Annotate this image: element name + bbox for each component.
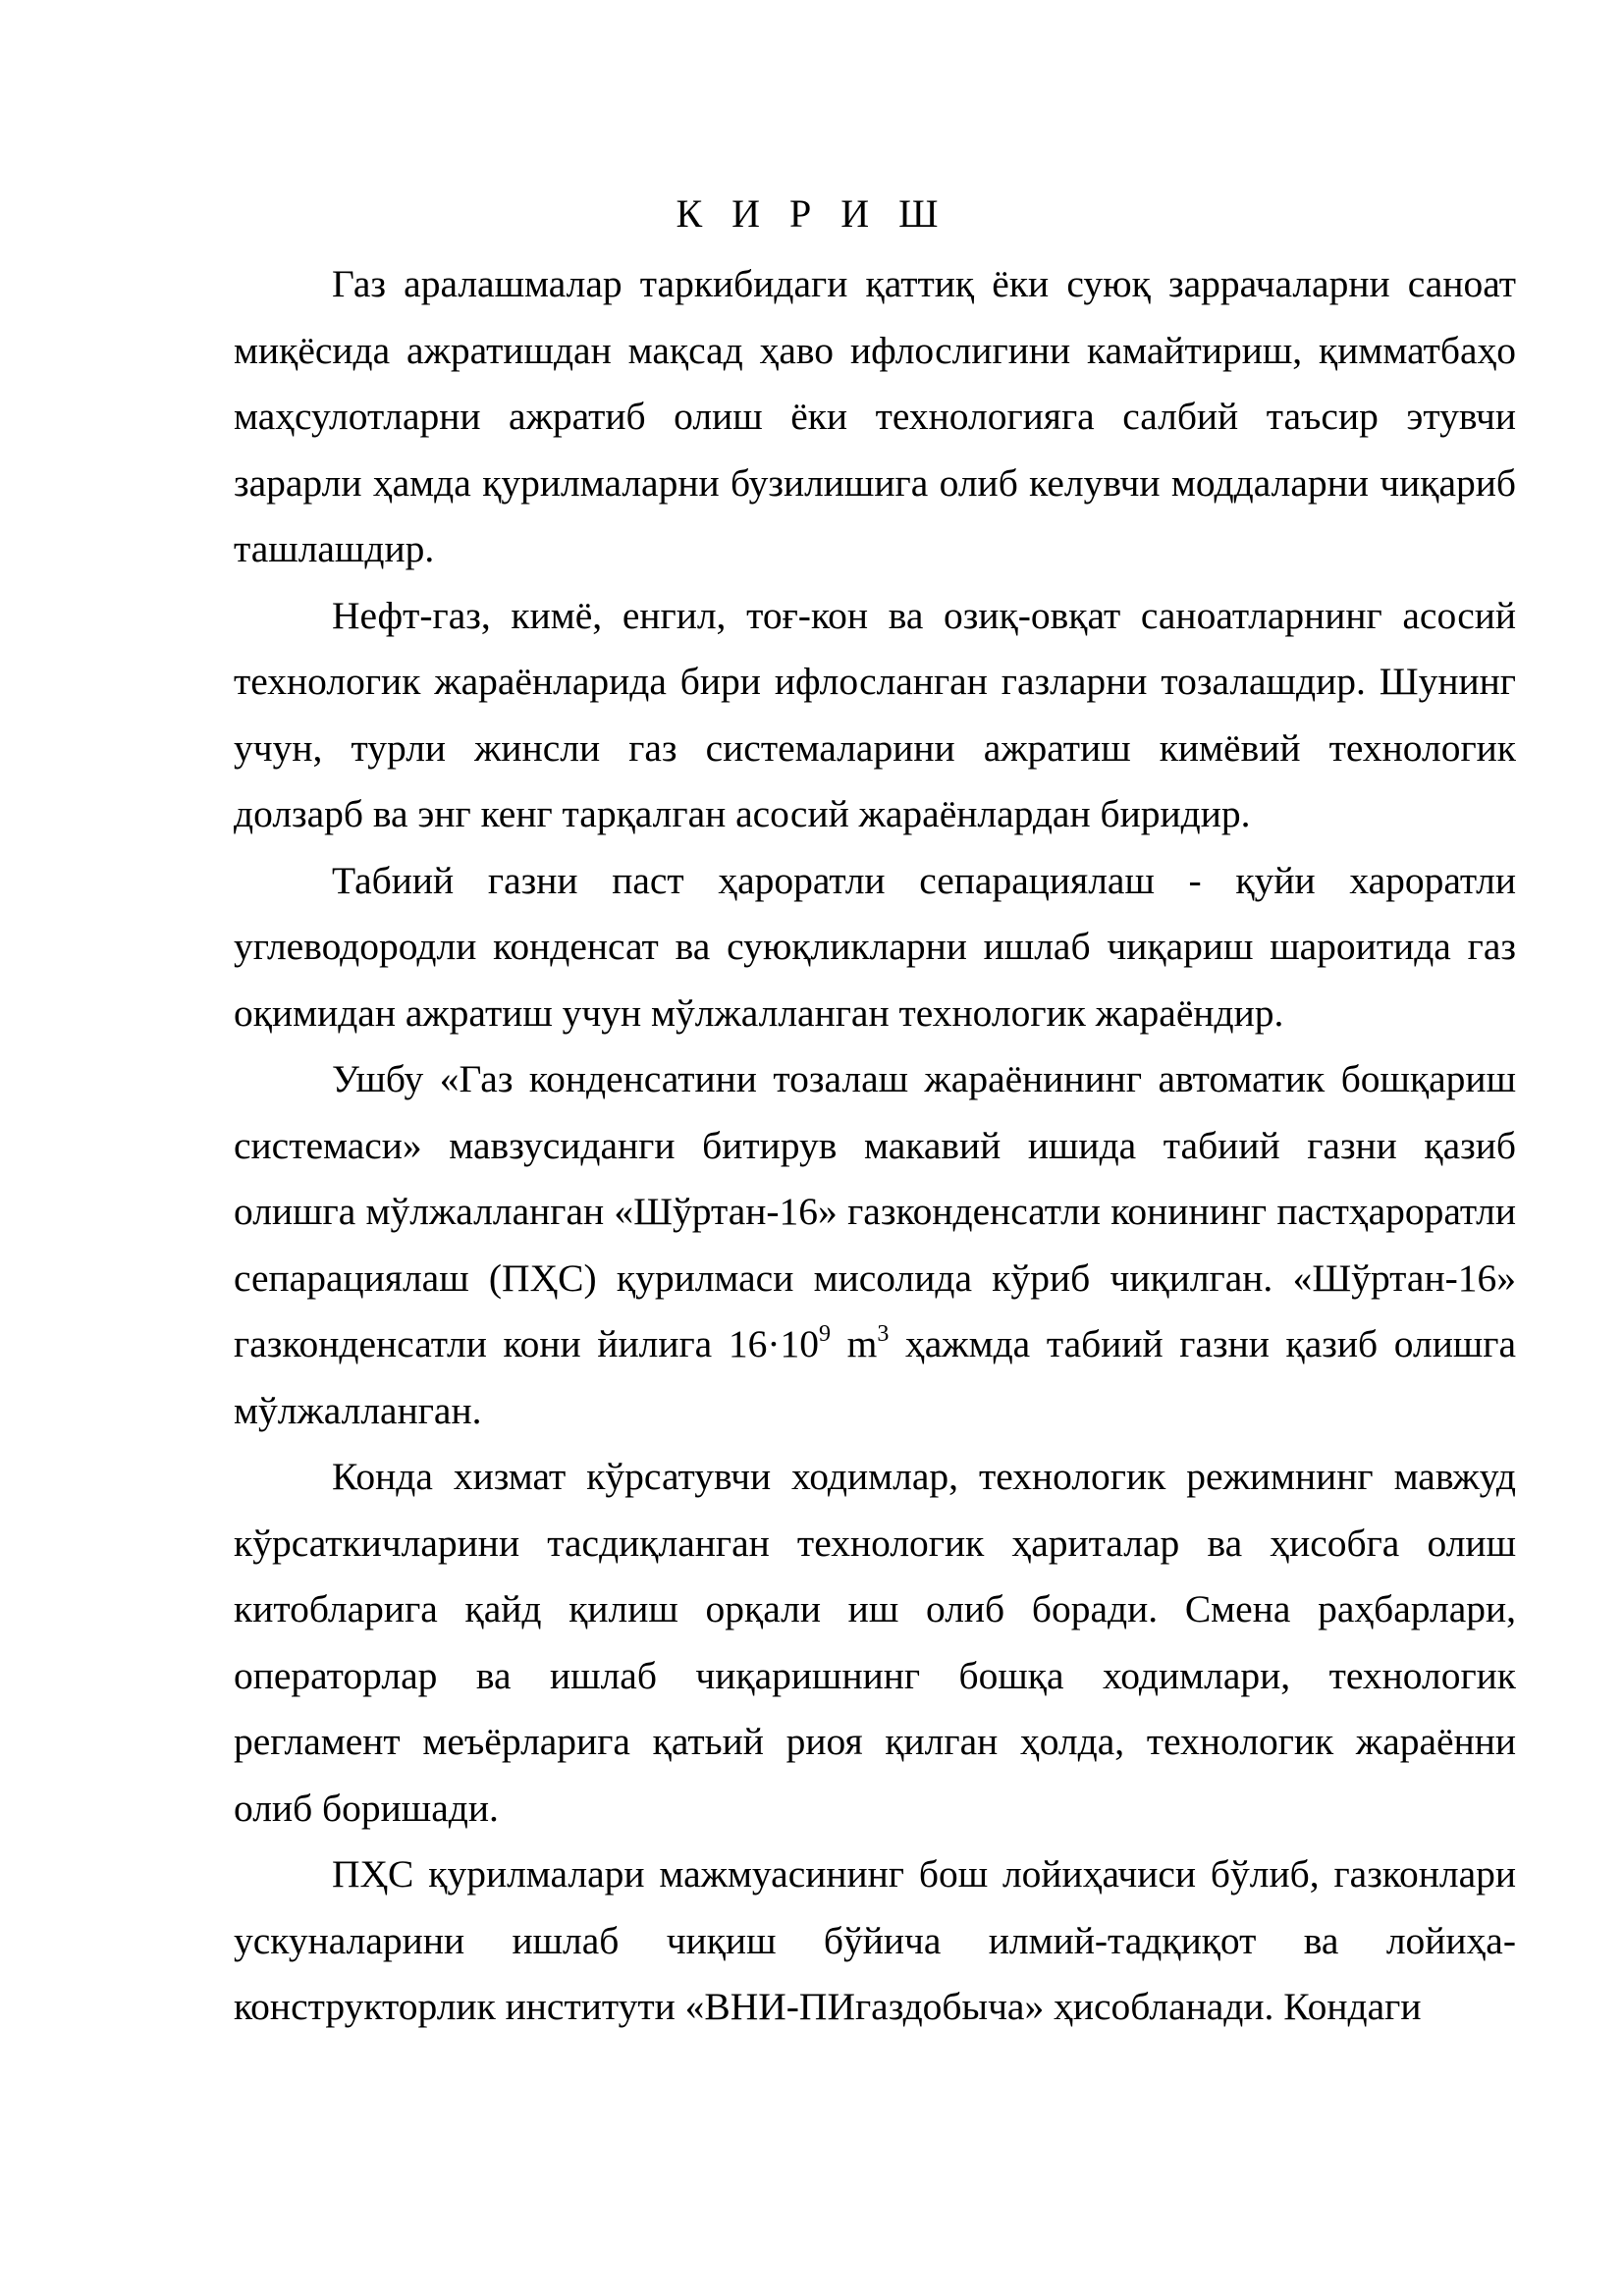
paragraph-2: Нефт-газ, кимё, енгил, тоғ-кон ва озиқ-овқат саноатларнинг асосий технологик жараёнларида бири ифлосланган газларни тозалашдир. Шунинг учун, турли жинсли газ системаларини ажратиш кимёвий технологик долзарб ва энг кенг тарқалган асосий жараёнлардан биридир. <box>234 593 1516 835</box>
paragraph-4-text-before: Ушбу «Газ конденсатини тозалаш жараёнининг автоматик бошқариш системаси» мавзусиданги битирув макавий ишида табиий газни қазиб олишга мўлжалланган «Шўртан-16» газконденсатли конининг пастҳароратли сепарациялаш (ПҲС) қурилмаси мисолида кўриб чиқилган. «Шўртан-16» газконденсатли кони йилига 16·10 <box>234 1057 1516 1365</box>
paragraph-1: Газ аралашмалар таркибидаги қаттиқ ёки суюқ заррачаларни саноат миқёсида ажратишдан мақсад ҳаво ифлослигини камайтириш, қимматбаҳо маҳсулотларни ажратиб олиш ёки технологияга салбий таъсир этувчи зарарли ҳамда қурилмаларни бузилишига олиб келувчи моддаларни чиқариб ташлашдир. <box>234 262 1516 570</box>
page-title: К И Р И Ш <box>676 191 948 236</box>
paragraph-5: Конда хизмат кўрсатувчи ходимлар, технологик режимнинг мавжуд кўрсаткичларини тасдиқланган технологик ҳариталар ва ҳисобга олиш китобларига қайд қилиш орқали иш олиб боради. Смена раҳбарлари, операторлар ва ишлаб чиқаришнинг бошқа ходимлари, технологик регламент меъёрларига қатьий риоя қилган ҳолда, технологик жараённи олиб боришади. <box>234 1455 1516 1830</box>
paragraph-4 <box>234 1046 1516 1444</box>
exponent-9: 9 <box>819 1321 831 1347</box>
paragraph-4-unit: m <box>831 1322 878 1365</box>
paragraph-6: ПҲС қурилмалари мажмуасининг бош лойиҳачиси бўлиб, газконлари ускуналарини ишлаб чиқиш бўйича илмий-тадқиқот ва лойиҳа-конструкторлик институти «ВНИ-ПИгаздобыча» ҳисобланади. Кондаги <box>234 1852 1516 2028</box>
body-text <box>234 251 1516 2041</box>
paragraph-4-text-after: ҳажмда табиий газни қазиб олишга мўлжалланган. <box>234 1322 1516 1432</box>
exponent-3: 3 <box>877 1321 890 1347</box>
paragraph-3: Табиий газни паст ҳароратли сепарациялаш - қуйи хароратли углеводородли конденсат ва суюқликларни ишлаб чиқариш шароитида газ оқимидан ажратиш учун мўлжалланган технологик жараёндир. <box>234 858 1516 1035</box>
